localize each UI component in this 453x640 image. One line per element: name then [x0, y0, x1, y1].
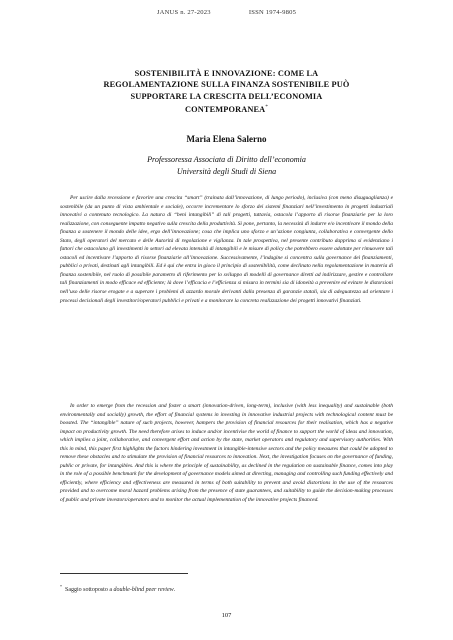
footnote-text: Saggio sottoposto a [65, 587, 114, 593]
footnote [60, 584, 393, 593]
footnote-divider [60, 573, 188, 574]
journal-issn: ISSN 1974-9805 [248, 9, 297, 16]
footnote-emphasis: double-blind peer review [113, 587, 174, 593]
author-affiliation [0, 154, 453, 179]
title-footnote-mark: * [265, 105, 268, 111]
title-line: SOSTENIBILITÀ E INNOVAZIONE: COME LA [134, 69, 319, 78]
running-head [0, 9, 453, 16]
title-line: REGOLAMENTAZIONE SULLA FINANZA SOSTENIBILE PUÒ [103, 80, 350, 90]
affiliation-institution: Università degli Studi di Siena [176, 167, 277, 177]
abstract-italian: Per uscire dalla recessione e favorire una crescita “smart” (trainata dall’innovazione, di lungo periodo), inclusiva (con meno disuguaglianza) e sostenibile (da un punto di vista ambientale e sociale), occorre incrementare lo sforzo dei sistemi finanziari nell’investimento in progetti industriali innovativi a contenuto tecnologico. La natura di “beni intangibili” di tali progetti, tuttavia, ostacola l’apporto di risorse finanziarie per la loro realizzazione, con conseguente impatto negativo sulla crescita della produttività. Si pone, pertanto, la necessità di indurre e/o incentivare il mondo della finanza a sostenere il mondo delle idee, ergo dell’innovazione; cosa che implica uno sforzo e un’azione congiunta, collaborativa e convergente dello Stato, degli operatori del mercato e delle Autorità di regolazione e vigilanza. In tale prospettiva, nel presente contributo dapprima si evidenziano i fattori che ostacolano gli investimenti in settori ad elevata intensità di intangibili e le misure di policy che potrebbero essere adottate per rimuovere tali ostacoli ed incentivare l’apporto di risorse finanziarie all’innovazione. Successivamente, l’indagine si concentra sulla governance dei finanziamenti, pubblici o privati, destinati agli intangibili. Ed è qui che entra in gioco il principio di sostenibilità, come declinato nella regolamentazione in materia di finanza sostenibile, nel ruolo di possibile parametro di riferimento per lo sviluppo di modelli di governance diretti ad indirizzare, gestire e controllare tali finanziamenti in modo efficace ed efficiente; là dove l’efficacia e l’efficienza si misura in termini sia di idoneità a prevenire ed evitare le distorsioni nell’uso delle risorse erogate e a superare i problemi di azzardo morale derivanti dalla presenza di garanzie statali, sia di adeguatezza ad orientare i processi decisionali degli investitori/operatori pubblici e privati e a monitorare la concreta realizzazione dei progetti innovativi finanziati. [60, 195, 393, 304]
abstract-english: In order to emerge from the recession and foster a smart (innovation-driven, long-term), inclusive (with less inequality) and sustainable (both environmentally and socially) growth, the effort of financial systems in investing in innovative industrial projects with technological content must be boosted. The “intangible” nature of such projects, however, hampers the provision of financial resources for their realisation, which has a negative impact on productivity growth. The need therefore arises to induce and/or incentivise the world of finance to support the world of ideas and innovation, which implies a joint, collaborative, and convergent effort and action by the state, market operators and regulatory and supervisory authorities. With this in mind, this paper first highlights the factors hindering investment in intangible-intensive sectors and the policy measures that could be adopted to remove these obstacles and to stimulate the provision of financial resources to innovation. Next, the investigation focuses on the governance of funding, public or private, for intangibles. And this is where the principle of sustainability, as declined in the regulation on sustainable finance, comes into play in the role of a possible benchmark for the development of governance models aimed at directing, managing and controlling such funding effectively and efficiently, where efficiency and effectiveness are measured in terms of both suitability to prevent and avoid distortions in the use of the resources provided and to overcome moral hazard problems arising from the presence of state guarantees, and suitability to guide the decision-making processes of public and private investors/operators and to monitor the actual implementation of the innovative projects financed. [60, 403, 393, 504]
author-name: Maria Elena Salerno [186, 134, 267, 144]
article-title [90, 68, 363, 115]
page-number: 107 [221, 612, 232, 619]
affiliation-role: Professoressa Associata di Diritto dell’economia [147, 155, 306, 164]
journal-issue: JANUS n. 27-2023 [156, 9, 211, 16]
footnote-mark: * [60, 584, 62, 589]
title-line [90, 102, 363, 115]
title-line-text: CONTEMPORANEA [185, 104, 266, 114]
footnote-text-end: . [173, 587, 176, 593]
title-line: SUPPORTARE LA CRESCITA DELL’ECONOMIA [130, 91, 323, 101]
